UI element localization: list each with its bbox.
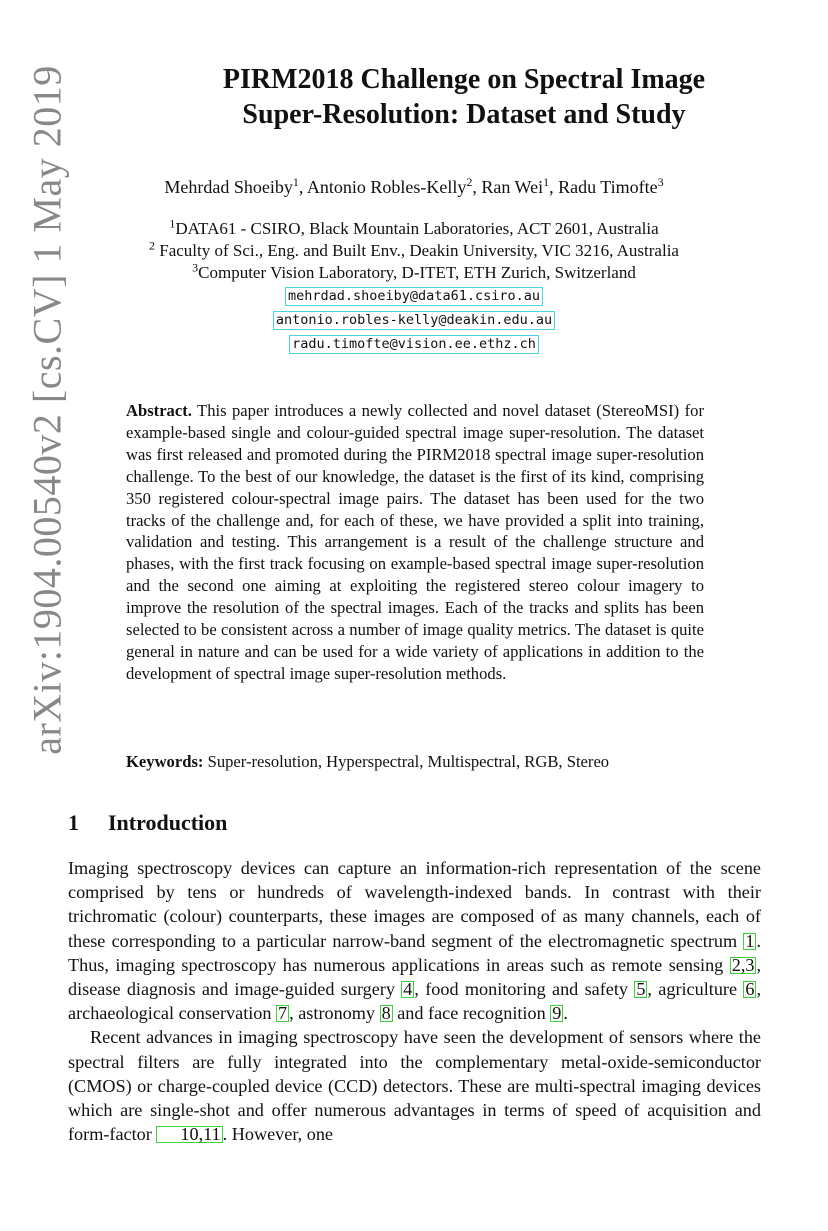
title-line-1: PIRM2018 Challenge on Spectral Image (222, 64, 706, 95)
body-text: , astronomy (289, 1003, 380, 1024)
body-text: . However, one (222, 1124, 334, 1145)
affil-mark: 2 (149, 238, 156, 253)
section-number: 1 (68, 810, 79, 835)
author-separator: , (298, 177, 307, 197)
email-link[interactable]: mehrdad.shoeiby@data61.csiro.au (285, 287, 543, 306)
citation-link[interactable]: 2,3 (731, 954, 755, 975)
title-line-2: Super-Resolution: Dataset and Study (242, 99, 686, 130)
intro-body (68, 856, 761, 1146)
affiliation-3 (100, 262, 728, 284)
body-text: , disease diagnosis and image-guided surgery (68, 954, 761, 1000)
body-text: , agriculture (647, 979, 744, 1000)
keywords (126, 751, 726, 773)
abstract (126, 400, 704, 685)
citation-link[interactable]: 9 (552, 1003, 562, 1024)
paragraph (68, 856, 761, 1025)
affil-mark: 1 (169, 216, 176, 231)
body-text: and face recognition (392, 1003, 551, 1024)
affiliations (100, 218, 728, 356)
citation-link[interactable]: 8 (381, 1003, 391, 1024)
body-text: , food monitoring and safety (414, 979, 635, 1000)
abstract-label: Abstract. (126, 401, 192, 420)
affil-text: Computer Vision Laboratory, D-ITET, ETH Zurich, Switzerland (198, 263, 636, 282)
author-name: Antonio Robles-Kelly (306, 177, 467, 197)
author-separator: , (549, 177, 559, 197)
affiliation-2 (100, 240, 728, 262)
email-link[interactable]: antonio.robles-kelly@deakin.edu.au (273, 311, 555, 330)
author-list (100, 176, 728, 198)
citation-link[interactable]: 7 (278, 1003, 288, 1024)
author-name: Ran Wei (481, 177, 544, 197)
affil-text: Faculty of Sci., Eng. and Built Env., Deakin University, VIC 3216, Australia (155, 241, 679, 260)
body-text: . Thus, imaging spectroscopy has numerous applications in areas such as remote sensing (68, 930, 761, 975)
affil-mark: 3 (192, 260, 199, 275)
author-separator: , (472, 177, 482, 197)
body-text: , archaeological conservation (68, 979, 762, 1024)
citation-link[interactable]: 1 (745, 930, 755, 951)
author-affil-mark: 1 (543, 175, 550, 189)
affil-text: DATA61 - CSIRO, Black Mountain Laboratories, ACT 2601, Australia (175, 219, 659, 238)
citation-link[interactable]: 6 (745, 979, 755, 1000)
author-affil-mark: 2 (466, 175, 473, 189)
paper-title (100, 62, 828, 132)
citation-link[interactable]: 5 (636, 979, 646, 1000)
keywords-text: Super-resolution, Hyperspectral, Multispectral, RGB, Stereo (203, 752, 610, 771)
author-affil-mark: 1 (292, 175, 299, 189)
body-text: Imaging spectroscopy devices can capture an information-rich representation of the scene comprised by tens or hundreds of wavelength-indexed bands. In contrast with their trichromatic (colour) counterparts, these images are composed of as many channels, each of these corresponding to a particular narrow-band segment of the electromagnetic spectrum (68, 858, 761, 951)
citation-link[interactable]: 10,11 (156, 1126, 222, 1143)
author-name: Mehrdad Shoeiby (164, 177, 293, 197)
body-text: . (563, 1003, 568, 1024)
body-text: Recent advances in imaging spectroscopy have seen the development of sensors where the spectral filters are fully integrated into the complementary metal-oxide-semiconductor (CMOS) or charge-coupled device (CCD) detectors. These are multi-spectral imaging devices which are single-shot and offer numerous advantages in terms of speed of acquisition and form-factor (68, 1027, 761, 1145)
author-name: Radu Timofte (558, 177, 658, 197)
arxiv-sidebar (22, 60, 72, 760)
arxiv-identifier: arXiv:1904.00540v2 [cs.CV] 1 May 2019 (24, 65, 70, 755)
keywords-label: Keywords: (126, 752, 204, 771)
email-link[interactable]: radu.timofte@vision.ee.ethz.ch (289, 335, 539, 354)
section-title: Introduction (108, 810, 228, 835)
citation-link[interactable]: 4 (403, 979, 413, 1000)
abstract-text: This paper introduces a newly collected and novel dataset (StereoMSI) for example-based single and colour-guided spectral image super-resolution. The dataset was first released and promoted during the PIRM2018 spectral image super-resolution challenge. To the best of our knowledge, the dataset is the first of its kind, comprising 350 registered colour-spectral image pairs. The dataset has been used for the two tracks of the challenge and, for each of these, we have provided a split into training, validation and testing. This arrangement is a result of the challenge structure and phases, with the first track focusing on example-based spectral image super-resolution and the second one aiming at exploiting the registered stereo colour imagery to improve the resolution of the spectral images. Each of the tracks and splits has been selected to be consistent across a number of image quality metrics. The dataset is quite general in nature and can be used for a wide variety of applications in addition to the development of spectral image super-resolution methods. (126, 401, 704, 683)
paragraph (68, 1025, 761, 1146)
affiliation-1 (100, 218, 728, 240)
section-heading (68, 810, 227, 836)
author-affil-mark: 3 (657, 175, 664, 189)
